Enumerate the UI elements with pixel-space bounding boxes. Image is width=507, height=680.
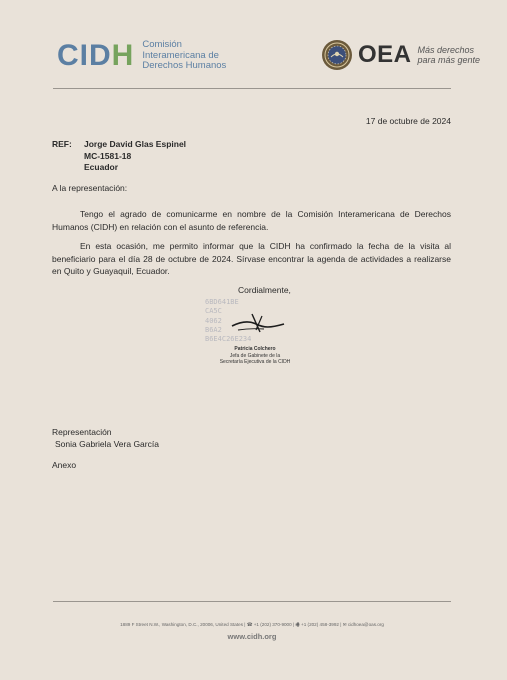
footer-website-link[interactable]: www.cidh.org	[227, 632, 277, 641]
signer-title-line2: Secretaría Ejecutiva de la CIDH	[219, 359, 291, 365]
cidh-name-line1: Comisión	[142, 39, 182, 50]
stamp-line: B6E4C26E234	[205, 335, 252, 344]
ref-name: Jorge David Glas Espinel	[84, 139, 187, 149]
stamp-line: B6A2	[205, 325, 222, 334]
recipient-name: Sonia Gabriela Vera García	[55, 438, 159, 449]
oea-tagline	[418, 45, 481, 65]
reference-block	[84, 139, 186, 174]
salutation: A la representación:	[52, 183, 128, 193]
paragraph-1: Tengo el agrado de comunicarme en nombre de la Comisión Interamericana de Derechos Humanos (CIDH) en relación con el asunto de referencia.	[52, 209, 451, 232]
stamp-line: CA5C	[205, 307, 222, 316]
recipient-label: Representación	[52, 427, 112, 437]
cidh-name-line2: Interamericana de	[142, 49, 219, 61]
cidh-full-name	[142, 40, 226, 72]
cidh-logo	[57, 40, 226, 72]
letter-date: 17 de octubre de 2024	[365, 116, 451, 126]
cidh-word-right: H	[111, 38, 135, 72]
cidh-wordmark	[57, 38, 135, 72]
ref-label: REF:	[52, 139, 72, 149]
oea-wordmark: OEA	[358, 41, 412, 68]
signer-name: Patricia Colchero	[234, 346, 276, 352]
cidh-name-line3: Derechos Humanos	[142, 60, 227, 71]
oas-seal-icon	[321, 39, 353, 71]
oea-tagline-line2: para más gente	[417, 55, 481, 65]
signer-block	[205, 346, 305, 366]
ref-case-number: MC-1581-18	[84, 150, 132, 161]
oea-tagline-line1: Más derechos	[417, 45, 475, 55]
annex-label: Anexo	[52, 460, 77, 470]
recipient-block	[52, 427, 159, 450]
oea-logo	[321, 39, 480, 71]
signer-title-line1: Jefa de Gabinete de la	[229, 352, 281, 359]
stamp-line: 6BD641BE	[205, 298, 239, 306]
header-divider	[53, 88, 451, 89]
footer-address: 1889 F Street N.W., Washington, D.C., 20006, United States | ☎ +1 (202) 370-9000 | 🖷 +1 (202) 458-3992 | ✉ cidhoea@oas.org	[120, 622, 384, 627]
paragraph-2: En esta ocasión, me permito informar que la CIDH ha confirmado la fecha de la visita al beneficiario para el día 28 de octubre de 2024. Sírvase encontrar la agenda de actividades a realizarse en Quito y Guayaquil, Ecuador.	[52, 241, 451, 276]
closing: Cordialmente,	[238, 285, 291, 295]
cidh-word-left: CID	[57, 38, 112, 72]
handwritten-signature	[230, 310, 286, 338]
ref-country: Ecuador	[84, 162, 119, 172]
stamp-line: 4062	[205, 316, 222, 325]
footer-divider	[53, 601, 451, 602]
